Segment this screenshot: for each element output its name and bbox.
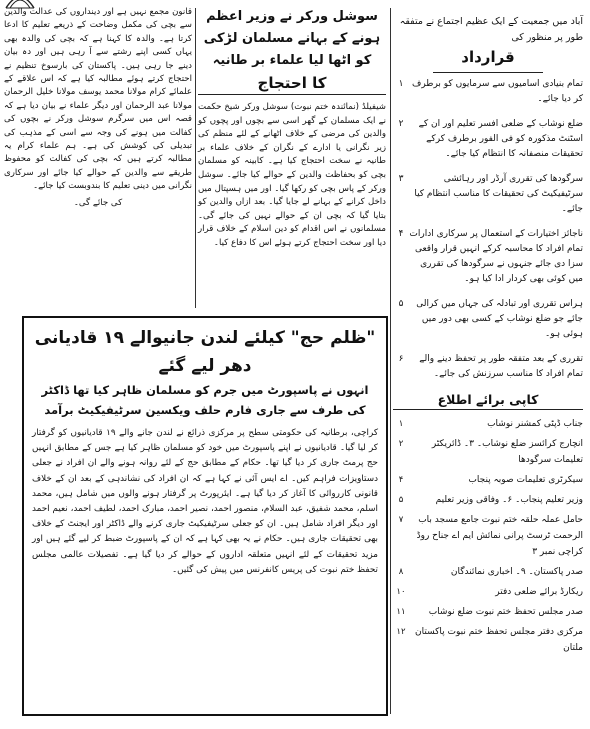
- continuation-article: [4, 6, 192, 306]
- copy-text: صدر مجلس تحفظ ختم نبوت ضلع نوشاب: [428, 607, 583, 617]
- copy-number: ۱: [398, 419, 404, 429]
- resolution-list: [393, 77, 583, 382]
- item-number: ۶: [398, 354, 404, 364]
- item-number: ۱: [398, 79, 404, 89]
- copy-number: ۱۱: [396, 607, 406, 617]
- copy-item: [393, 416, 583, 432]
- item-text: سرگودھا کی تقرری آرڈر اور رہائشی سرٹیفیکیٹ کی تحقیقات کا مناسب انتظام کیا جائے۔: [414, 174, 583, 214]
- copies-list: [393, 416, 583, 656]
- item-text: ناجائز اختیارات کے استعمال پر سرکاری ادارات تمام افراد کا محاسبہ کرکے انہیں قرار واقعی سزا دی جائے جنہوں نے سرگودھا کی تقرری میں کوئی بھی کردار ادا کیا ہو۔: [409, 229, 583, 284]
- protest-article: [198, 6, 386, 306]
- resolution-item: [393, 227, 583, 287]
- column-divider: [195, 8, 196, 308]
- resolution-intro: آباد میں جمعیت کے ایک عظیم اجتماع نے متفقہ طور پر منظور کی: [399, 16, 583, 43]
- copy-number: ۲: [398, 439, 404, 449]
- copy-text: صدر پاکستان۔ ۹۔ اخباری نمائندگان: [450, 567, 583, 577]
- copy-item: [393, 604, 583, 620]
- copy-number: ۵: [398, 495, 404, 505]
- article-body: شیفیلڈ (نمائندہ ختم نبوت) سوشل ورکر شیخ حکمت نے ایک مسلمان کے گھر اسی سے بچوں اور پچوں کو والدین کی مرضی کے خلاف اٹھانے کے لئے منظم کی زیر نگرانی یا ادارے کے نگران کے خلاف علماء بر طانیہ نے سخت احتجاج کیا ہے۔ کابینہ کو مسلمان بچی کو بحفاظت والدین کے حوالے کیا جائے۔ سوشل ورکر کے پاس بچی کو رکھا گیا۔ اور میں ہسپتال میں داخل کرانے کے بہانے لے جایا گیا۔ بعد ازاں والدین کو بتایا گیا کہ بچی ان کے حوالے نہیں کی جائے گی۔ مسلمانوں نے اس اقدام کو دین اسلام کے خلاف قرار دیا اور سخت احتجاج کرتے ہوئے اس کا دفاع کیا۔: [198, 102, 386, 248]
- copy-text: حامل عملہ حلقہ ختم نبوت جامع مسجد باب الرحمت ٹرسٹ پرانی نمائش ایم اے جناح روڈ کراچی نمبر ۳: [416, 515, 583, 557]
- box-body: کراچی، برطانیہ کی حکومتی سطح پر مرکزی ذرائع نے لندن جانے والے ۱۹ قادیانیوں کو گرفتار کر لیا گیا۔ قادیانیوں نے اپنے پاسپورٹ میں خود کو مسلمان ظاہر کیا ہے جس کے مطابق انہیں حج پرمٹ جاری کر دیا گیا تھا۔ حکام کے مطابق حج کے لئے روانہ ہونے والے ان افراد نے جعلی دستاویزات فراہم کیں۔ اے ایس آئی نے کہا ہے کہ ان افراد کی نشاندہی کے بعد ان کے خلاف قانونی کارروائی کا آغاز کر دیا گیا ہے۔ ایئرپورٹ پر گرفتار ہونے والوں میں شامل ہیں، محمد اسلم، محمد شفیق، عبد السلام، منصور احمد، نصیر احمد، مبارک احمد، لطیف احمد، نعیم احمد اور دیگر افراد شامل ہیں۔ ان کو جعلی سرٹیفیکیٹ جاری کرنے والے ڈاکٹر اور ایجنٹ کے خلاف بھی تحقیقات جاری ہیں۔ حکام نے یہ بھی کہا ہے کہ ان کے پاسپورٹ ضبط کر لیے گئے ہیں اور مزید تحقیقات کے لئے انہیں متعلقہ اداروں کے حوالے کر دیا گیا ہے۔ تفصیلات عالمی مجلس تحفظ ختم نبوت کی پریس کانفرنس میں پیش کی گئیں۔: [32, 428, 379, 575]
- resolution-title: قرارداد: [461, 48, 515, 66]
- item-text: ہراس تقرری اور تبادلہ کی جہاں میں کرالی جائے جو ضلع نوشاب کے کسی بھی دور میں ہوئی ہو۔: [416, 299, 583, 339]
- item-text: تقرری کے بعد متفقہ طور پر تحفظ دینے والے تمام افراد کا مناسب سرزنش کی جائے۔: [419, 354, 583, 379]
- box-subheadline: انہوں نے پاسپورٹ میں جرم کو مسلمان ظاہر کیا تھا ڈاکٹر کی طرف سے جاری فارم حلف ویکسین سرٹیفیکیٹ برآمد: [41, 383, 369, 417]
- article-headline: سوشل ورکر نے وزیر اعظم ہونے کے بہانے مسلمان لڑکی کو اٹھا لیا علماء بر طانیہ: [203, 9, 381, 68]
- item-number: ۲: [398, 119, 404, 129]
- copy-item: [393, 564, 583, 580]
- resolution-item: [393, 352, 583, 382]
- copy-item: [393, 492, 583, 508]
- item-text: ضلع نوشاب کے ضلعی افسر تعلیم اور ان کے اسٹنٹ مذکورہ کو فی الفور برطرف کرکے تحقیقات منصفانہ کا انتظام کیا جائے۔: [418, 119, 583, 159]
- resolution-item: [393, 172, 583, 217]
- copy-item: [393, 512, 583, 560]
- boxed-news-article: [22, 316, 388, 716]
- copy-number: ۱۲: [396, 627, 406, 637]
- title-underline: [433, 72, 543, 73]
- column-divider: [390, 8, 391, 714]
- copies-title: کاپی برائے اطلاع: [393, 392, 583, 410]
- resolution-item: [393, 117, 583, 162]
- item-number: ۵: [398, 299, 404, 309]
- item-number: ۴: [398, 229, 404, 239]
- copy-text: ریکارڈ برائے ضلعی دفتر: [495, 587, 583, 597]
- copy-text: انچارج کرائسز ضلع نوشاب۔ ۳۔ ڈائریکٹر تعلیمات سرگودھا: [431, 439, 583, 465]
- copy-text: وزیر تعلیم پنجاب۔ ۶۔ وفاقی وزیر تعلیم: [435, 495, 583, 505]
- copy-text: جناب ڈپٹی کمشنر نوشاب: [487, 419, 583, 429]
- resolution-column: [393, 14, 583, 714]
- resolution-item: [393, 77, 583, 107]
- item-number: ۳: [398, 174, 404, 184]
- copy-number: ۷: [398, 515, 404, 525]
- article-subheadline: کا احتجاج: [198, 72, 386, 95]
- copy-item: [393, 624, 583, 656]
- continuation-ending: کی جائے گی۔: [73, 197, 123, 208]
- copy-item: [393, 472, 583, 488]
- copy-text: سیکرٹری تعلیمات صوبہ پنجاب: [468, 475, 583, 485]
- copy-number: ۱۰: [396, 587, 406, 597]
- copy-item: [393, 436, 583, 468]
- copy-item: [393, 584, 583, 600]
- continuation-body: قانون مجمع نہیں ہے اور دینداروں کی عدالت والدین سے بچی کی مکمل وضاحت کے ذریعے تعلیم کا ادعا کرتا ہے۔ والدہ کا کہنا ہے کہ بچی کی والدہ بھی یہاں کسی اپنے رشتے سے آ رہی ہیں اور دہ بیان دینے جا رہی ہیں۔ پاکستان کی بارسوخ تنظیم نے احتجاج کرتے ہوئے مطالبہ کیا ہے کہ اس علاقے کے علمائے کرام مولانا محمد یوسف مولانا خلیل الرحمان مولانا عبد الرحمان اور دیگر علماء نے بیان دیا ہے کہ قصہ اس میں سرگرم سوشل ورکر نے بچوں کی کفالت میں ہونے کی وجہ سے اسی کے مذہب کی تبدیلی کی کوشش کی ہے۔ ہم علماء کرام یہ مطالبہ کرتے ہیں کہ بچی کی کفالت کو محفوظ طریقے سے والدین کے حوالے کیا جائے اور سرکاری نگرانی میں دینی تعلیم کا بندوبست کیا جائے۔: [4, 7, 192, 192]
- box-headline: "ظلم حج" کیلئے لندن جانیوالے ۱۹ قادیانی دھر لیے گئے: [34, 328, 376, 376]
- copy-text: مرکزی دفتر مجلس تحفظ ختم نبوت پاکستان ملتان: [415, 627, 583, 653]
- resolution-item: [393, 297, 583, 342]
- copy-number: ۸: [398, 567, 404, 577]
- item-text: تمام بنیادی اسامیوں سے سرمایوں کو برطرف کر دیا جائے۔: [411, 79, 583, 104]
- copy-number: ۴: [398, 475, 404, 485]
